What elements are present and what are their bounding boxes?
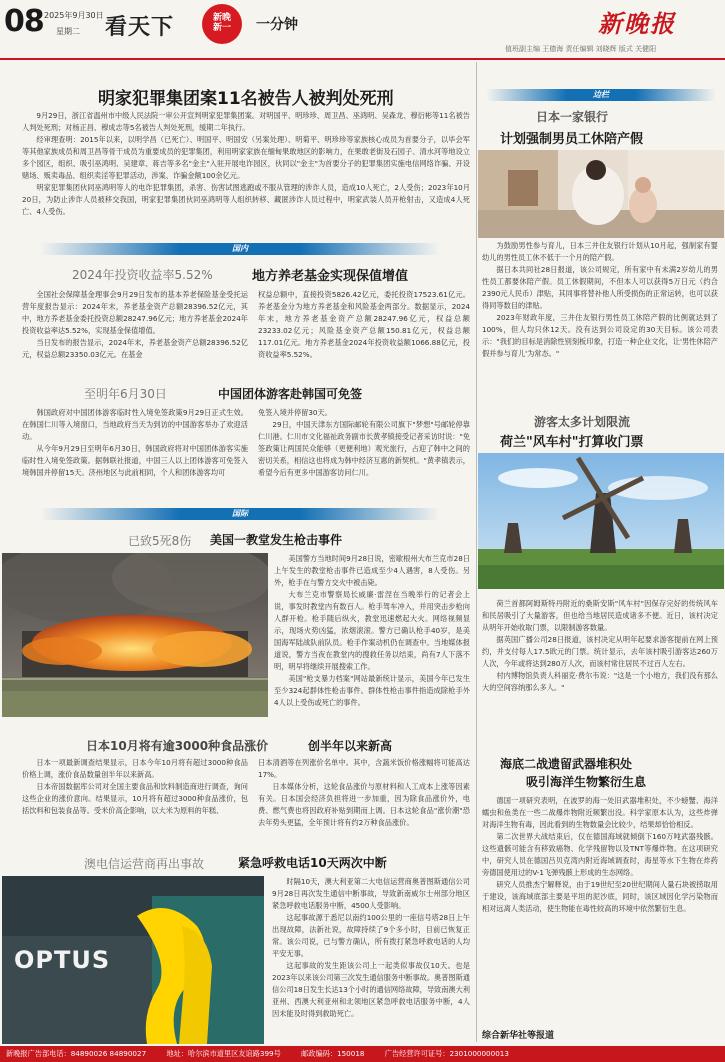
article-b2-subtitle: 游客太多计划限流	[534, 415, 631, 429]
article-5-para: 日本清酒等在列涨价名单中。其中，含蔬米饭价格涨幅将可能高达17%。	[258, 758, 470, 779]
article-b3-para: 研究人员推杰宁解释说，由于19世纪至20世纪期间人量石块被捞取用于建设，该海域底部主要是平坦的泥沙底，同时，该区域因化学污染物而相对远离人类活动，使生物能在毒性较高的环境中依然繁衍生息。	[482, 880, 718, 913]
footer-ads-phone: 新晚报广告部电话：84890026 84890027	[6, 1049, 147, 1058]
newspaper-logo: 新晚报	[598, 9, 676, 38]
article-b3-body	[482, 795, 718, 1021]
article-3-para: 29日，中国天津东方国际邮轮有限公司旗下"梦想"号邮轮停靠仁川港。仁川市文化福祉政务副市长黄孝镇接受记者采访时说："免签政策让两国民众能够（更便利地）观光旅行，占迎了韩中之间的密切关系，相信这也将成为韩中经济互惠的新契机。"黄孝镇表示，希望今后有更多中国游客访问仁川。	[258, 420, 470, 477]
article-5-col2	[258, 757, 470, 841]
issue-date: 2025年9月30日	[44, 11, 104, 20]
article-5-subtitle: 日本10月将有逾3000种食品涨价	[86, 739, 269, 753]
footer-postcode: 邮政编码：150018	[301, 1049, 365, 1058]
article-3-para: 韩国政府对中国团体游客临时性入境免签政策9月29日正式生效。在韩国仁川等入境窗口，当地政府当天为到访的中国游客举办了欢迎活动。	[22, 408, 248, 441]
footer-address: 地址：哈尔滨市道里区友谊路399号	[166, 1049, 281, 1058]
article-3-subtitle: 至明年6月30日	[84, 387, 167, 401]
article-1-para: 9月29日，浙江省温州市中级人民法院一审公开宣判明家犯罪集团案。对明国平、明珍珍、周卫昌、巫鸿明、吴森龙、穆衍彬等11名被告人判处死刑；对杨正昌、穆成志等5名被告人判处死刑，缓期二年执行。	[22, 111, 470, 132]
source-credit: 综合新华社等报道	[482, 1031, 555, 1041]
sidebar-tag-bar: 边栏	[486, 89, 716, 101]
section-title: 看天下	[105, 14, 175, 40]
article-2-para: 当日发布的报告显示，2024年末，养老基金资产总额28396.52亿元，权益总额23350.03亿元。在基金	[22, 338, 248, 359]
article-2-col1	[22, 289, 248, 373]
article-2-para: 权益总额中，直接投资5826.42亿元，委托投资17523.61亿元。养老基金分为地方养老基金和风险基金两部分。数据显示，2024年末，地方养老基金资产总额28247.96亿元，权益总额23233.02亿元；风险基金资产总额150.81亿元，权益总额117.01亿元。地方养老基金2024年投资收益额1066.88亿元，投资收益率5.52%。	[258, 290, 470, 359]
optus-photo-sign: OPTUS	[14, 946, 111, 974]
article-b2-para: 据英国广播公司28日报道，该村决定从明年起要求游客提前在网上预约，并支付每人17.5欧元的门票。统计显示，去年该村吸引游客达260万人次，今年或将达到280万人次，而该村常住居民不过百人左右。	[482, 635, 718, 668]
father-baby-photo	[478, 150, 724, 238]
article-4-subtitle: 已致5死8伤	[128, 534, 192, 548]
article-b1-para: 据日本共同社28日报道，该公司规定，所有家中有未满2岁幼儿的男性员工都要休陪产假。员工休假期间，不但本人可以获得5万日元（约合2390元人民币）津贴，其同事将替补他人所受损伤的正常运转，也可以获得同等数目的津贴。	[482, 265, 718, 310]
optus-store-photo	[2, 876, 264, 1044]
section-seal-logo: 新晚 新一	[202, 4, 242, 44]
article-6-para: 这起事故源于悉尼以南约100公里的一座信号塔28日上午出现故障，法新社说，故障持续了9个多小时，目前已恢复正常。该公司说，已与警方确认，所有拨打紧急呼救电话的人均平安无事。	[272, 913, 470, 958]
article-3-title: 中国团体游客赴韩国可免签	[218, 387, 363, 401]
article-b1-body	[482, 240, 718, 400]
article-6-subtitle: 澳电信运营商再出事故	[84, 857, 205, 871]
issue-weekday: 星期二	[56, 27, 80, 36]
article-4-para: 美国"枪支暴力档案"网站最新统计显示，美国今年已发生至少324起群体性枪击事件。群体性枪击事件指造成除枪手外4人以上受伤或死亡的事件。	[274, 674, 470, 707]
article-1-title: 明家犯罪集团案11名被告人被判处死刑	[98, 89, 394, 109]
church-fire-photo	[2, 553, 268, 717]
domestic-tag-bar: 国内	[40, 243, 440, 255]
article-b2-title: 荷兰"风车村"打算收门票	[500, 435, 644, 450]
page-number: 08	[4, 4, 44, 39]
article-5-para: 日本帝国数据库公司对全国主要食品和饮料制造商进行调查，询问这些企业的涨价意向。结果显示，10月将有超过3000种食品涨价，包括饮料和包装食品等。受米价高企影响，以大米为原料的年糕、	[22, 782, 248, 815]
article-6-body	[272, 876, 470, 1046]
editor-credits: 值班副主编 王德海 责任编辑 刘晓辉 版式 关健阳	[505, 45, 657, 53]
article-2-col2	[258, 289, 470, 373]
article-3-para: 免签入境并停留30天。	[258, 408, 332, 417]
article-3-col1	[22, 407, 248, 503]
article-6-para: 时隔10天，澳大利亚第二大电信运营商奥普图斯通信公司9月28日再次发生通信中断事故，导致新南威尔士州部分地区紧急呼救电话服务中断，4500人受影响。	[272, 877, 470, 910]
article-1-para: 明家犯罪集团伙同巫鸿明等人的电诈犯罪集团，杀害、伤害试图逃跑或不服从管理的涉诈人员，造成10人死亡，2人受伤；2023年10月20日，为防止涉诈人员被移交我国，明家犯罪集团伙同巫鸿明等人组织转移、藏匿涉诈人员过程中，明家武装人员开枪射击，又造成4人死亡、4人受伤。	[22, 183, 470, 216]
article-b3-subtitle: 海底二战遗留武器堆积处	[500, 757, 633, 771]
article-5-title: 创半年以来新高	[308, 739, 393, 753]
article-2-para: 全国社会保障基金理事会9月29日发布的基本养老保险基金受托运营年度报告显示：2024年末，养老基金资产总额28396.52亿元，其中，地方养老基金委托投资总额28247.96亿元；地方养老基金2024年投资收益率达5.52%，实现基金保值增值。	[22, 290, 248, 335]
article-b2-para: 荷兰首都阿姆斯特丹附近的桑斯安斯"风车村"因保存完好的传统风车和民居吸引了大量游客，但也给当地居民造成诸多不便。近日，该村决定从明年开始收取门票，以限制游客数量。	[482, 599, 718, 632]
article-b3-title: 吸引海洋生物繁衍生息	[526, 775, 647, 789]
masthead-rule	[0, 58, 725, 60]
article-b1-title: 计划强制男员工休陪产假	[500, 132, 644, 147]
article-1-para: 经审理查明：2015年以来，以明学昌（已死亡）、明国平、明国安（另案处理）、明菊平、明珍珍等家族核心成员为首要分子，以毕会军等其他家族成员和周卫昌等骨干成员为重要成员的犯罪集团，利用明家家族在缅甸果敢地区的影响力，在果敢老街及石园子、清水河等地设立多个园区，组织、吸引巫鸿明、吴建章、蒋吉等多名"金主"入驻开展电诈园区，伙同以"金主"为首要分子的犯罪集团实施电信网络诈骗、开设赌场、贩卖毒品、组织卖淫等犯罪活动，涉案、诈骗金额100余亿元。	[22, 135, 470, 180]
footer-license: 广告经营许可证号：2301000000013	[384, 1049, 509, 1058]
article-4-para: 美国警方当地时间9月28日说，密歇根州大布兰克市28日上午发生的教堂枪击事件已造成至少4人遇害，8人受伤。另外，枪手在与警方交火中被击毙。	[274, 554, 470, 587]
article-3-col2	[258, 407, 470, 503]
windmill-village-photo	[478, 453, 724, 589]
article-1-body	[22, 110, 470, 236]
section-subtitle: 一分钟	[256, 17, 298, 33]
article-4-body	[274, 553, 470, 729]
article-b2-para: 村内博物馆负责人科丽克·费尔韦说："这是一个小地方，我们没有那么大的空间容纳那么多人。"	[482, 671, 718, 692]
article-6-title: 紧急呼救电话10天两次中断	[238, 856, 387, 870]
article-b1-para: 2023年财政年度，三井住友银行男性员工休陪产假的比例就达到了100%，但人均只休12天。没有达到公司设定的30天目标。该公司表示："我们的目标是消除性别刻板印象，打造一种企业文化，让'男性休陪产假并参与育儿'为常态。"	[482, 313, 718, 358]
article-b1-subtitle: 日本一家银行	[536, 110, 609, 124]
column-divider	[476, 62, 477, 1042]
article-5-col1	[22, 757, 248, 841]
article-2-title: 地方养老基金实现保值增值	[252, 269, 409, 284]
article-b2-body	[482, 598, 718, 732]
article-3-para: 从今年9月29日至明年6月30日，韩国政府将对中国团体游客实施临时性入境免签政策。据韩联社报道，中国三人以上团体游客可免签入境韩国并停留15天。济州地区与此前相同，个人和团体游客均可	[22, 444, 248, 477]
international-tag-bar: 国际	[40, 508, 440, 520]
article-b1-para: 为鼓励男性参与育儿，日本三井住友银行计划从10月起，强制家有婴幼儿的男性员工休不低于一个月的陪产假。	[482, 241, 718, 262]
article-4-para: 大布兰克市警察局长威廉·雷涅在当晚举行的记者会上说，事发时教堂内有数百人。枪手驾车冲入，并用突击步枪向人群开枪。枪手随后纵火，教堂迅速燃起大火。网络视频显示，现场火势凶猛，浓烟滚滚。警方已确认枪手40岁，是美国海军陆战队前队员。枪手作案动机仍在调查中。当地媒体报道说，警方当夜在教堂内的搜救任务以结束，尚有7人下落不明，明早将继续开展搜索工作。	[274, 590, 470, 671]
article-4-title: 美国一教堂发生枪击事件	[210, 533, 343, 547]
article-5-para: 日本一项最新调查结果显示，日本今年10月将有超过3000种食品价格上调，涨价食品数量创半年以来新高。	[22, 758, 248, 779]
footer-bar	[0, 1046, 725, 1062]
article-2-subtitle: 2024年投资收益率5.52%	[72, 268, 213, 282]
article-b3-para: 德国一项研究表明，在波罗的海一处旧武器堆积处，不少螃蟹、海洋蠕虫和鱼类在一些二战爆炸物附近频繁出没。科学家原本认为，这些炸弹对海洋生物有毒，因此看到的生物数量会比较少，结果却恰恰相反。	[482, 796, 718, 829]
article-6-para: 这起事故的发生距该公司上一起类似事故仅10天。也是2023年以来该公司第三次发生通信服务中断事故。奥普图斯通信公司18日发生长达13个小时的通信网络故障，导致南澳大利亚州、西澳大利亚州和北领地区紧急呼救电话服务中断，4人因未能及时得到救助死亡。	[272, 961, 470, 1018]
article-5-para: 日本媒体分析，这轮食品涨价与原材料和人工成本上涨等因素有关。日本国会经济负担将进一步加重，因为除食品涨价外，电费、燃气费也将因政府补贴到期而上调。日本这轮食品"涨价潮"恐去年势头更猛，全年预计将有约2万种食品涨价。	[258, 782, 470, 827]
article-b3-para: 第二次世界大战结束后，仅在德国海域就倾倒下160万吨武器残骸。这些遗骸可能含有移致癌物、化学残留物以及TNT等爆炸物。在这项研究中，研究人员在德国吕贝克湾内附近海域调查时，海星等水下生物在炸药旁德国使用过的V-1飞弹残骸上形成的生态网络。	[482, 832, 718, 877]
